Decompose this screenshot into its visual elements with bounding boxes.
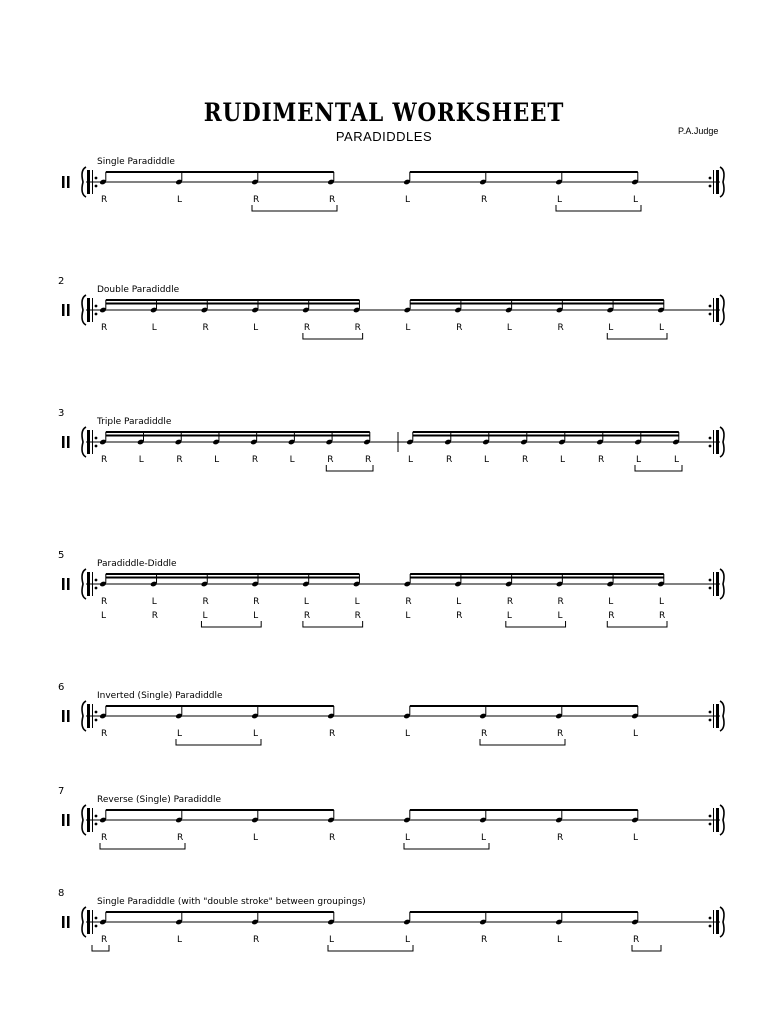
sticking-letter: R xyxy=(446,455,453,465)
sticking-letter: R xyxy=(303,611,311,621)
rudiment-name: Inverted (Single) Paradiddle xyxy=(97,691,223,701)
note xyxy=(288,432,296,445)
sticking-letter: R xyxy=(456,611,463,621)
note xyxy=(403,172,411,185)
sticking-letter: R xyxy=(659,611,666,621)
note-beam xyxy=(106,705,334,707)
note xyxy=(212,432,220,445)
note-beam xyxy=(106,911,334,913)
sticking-letter: R xyxy=(177,833,184,843)
sticking-letter: L xyxy=(405,323,411,333)
double-stroke-bracket xyxy=(632,945,661,951)
rudiment-name: Paradiddle-Diddle xyxy=(97,559,177,569)
sticking-letter: R xyxy=(303,323,311,333)
note-beam xyxy=(410,809,638,811)
sticking-letter: R xyxy=(101,323,108,333)
percussion-clef-icon xyxy=(62,710,70,722)
measure-number: 3 xyxy=(58,408,65,419)
note xyxy=(302,574,310,587)
sticking-letter: R xyxy=(506,597,514,607)
sticking-letter: L xyxy=(484,455,490,465)
system-brace-icon xyxy=(82,427,86,457)
sticking-letter: R xyxy=(481,729,488,739)
note xyxy=(251,172,259,185)
sticking-letter: R xyxy=(253,935,260,945)
note xyxy=(657,300,665,313)
measure-number: 2 xyxy=(58,276,65,287)
sticking-letter: L xyxy=(303,597,309,607)
note xyxy=(482,432,490,445)
note xyxy=(555,912,563,925)
note xyxy=(555,706,563,719)
sticking-letter: R xyxy=(327,455,334,465)
repeat-start-bar xyxy=(87,808,90,832)
repeat-end-dots xyxy=(709,711,712,714)
note xyxy=(404,574,412,587)
exercise-system-4 xyxy=(0,552,768,652)
note xyxy=(201,574,209,587)
note xyxy=(99,432,107,445)
note xyxy=(175,706,183,719)
note xyxy=(99,706,107,719)
sticking-letter: L xyxy=(506,323,512,333)
note-beam xyxy=(410,577,664,579)
sticking-letter: R xyxy=(557,323,564,333)
note xyxy=(201,300,209,313)
measure-number: 8 xyxy=(58,888,65,899)
percussion-clef-icon xyxy=(62,436,70,448)
note xyxy=(251,706,259,719)
note xyxy=(99,172,107,185)
note xyxy=(327,706,335,719)
exercise-system-5 xyxy=(0,684,768,784)
sticking-letter: L xyxy=(253,833,259,843)
sticking-letter: R xyxy=(365,455,372,465)
note xyxy=(558,432,566,445)
note xyxy=(596,432,604,445)
note xyxy=(556,300,564,313)
note xyxy=(251,810,259,823)
sticking-letter: L xyxy=(329,935,335,945)
double-stroke-bracket xyxy=(480,739,565,745)
exercise-system-7 xyxy=(0,890,768,990)
double-stroke-bracket xyxy=(635,465,682,471)
note-beam xyxy=(410,705,638,707)
sticking-letter: L xyxy=(408,455,414,465)
sticking-letter: L xyxy=(177,729,183,739)
sticking-letter: R xyxy=(101,729,108,739)
repeat-end-dots xyxy=(709,437,712,440)
repeat-start-bar xyxy=(87,704,90,728)
sticking-letter: L xyxy=(202,611,208,621)
sticking-letter: R xyxy=(456,323,463,333)
note xyxy=(99,300,107,313)
note xyxy=(327,912,335,925)
note xyxy=(404,300,412,313)
double-stroke-bracket xyxy=(92,945,109,951)
sticking-letter: L xyxy=(633,195,639,205)
note xyxy=(175,810,183,823)
double-stroke-bracket xyxy=(556,205,641,211)
note xyxy=(631,706,639,719)
sticking-letter: L xyxy=(354,597,360,607)
sticking-letter: R xyxy=(633,935,640,945)
repeat-end-dots xyxy=(709,917,712,920)
rudiment-name: Triple Paradiddle xyxy=(97,417,172,427)
repeat-end-dots xyxy=(709,305,712,308)
sticking-letter: L xyxy=(659,597,665,607)
double-stroke-bracket xyxy=(326,465,373,471)
sticking-letter: R xyxy=(101,195,108,205)
note xyxy=(150,300,158,313)
system-brace-icon xyxy=(82,295,86,325)
note xyxy=(607,300,615,313)
note xyxy=(454,300,462,313)
double-stroke-bracket xyxy=(607,621,667,627)
note xyxy=(479,172,487,185)
sticking-letter: L xyxy=(405,833,411,843)
note-beam xyxy=(106,435,370,437)
sticking-letter: R xyxy=(405,597,412,607)
exercise-system-1 xyxy=(0,150,768,250)
sticking-letter: L xyxy=(214,455,220,465)
note xyxy=(631,912,639,925)
double-stroke-bracket xyxy=(100,843,185,849)
note-beam xyxy=(106,171,334,173)
sticking-letter: L xyxy=(557,611,563,621)
measure-number: 7 xyxy=(58,786,65,797)
note xyxy=(631,810,639,823)
note-beam xyxy=(410,573,664,575)
sticking-letter: R xyxy=(481,195,488,205)
sticking-letter: L xyxy=(405,195,411,205)
double-stroke-bracket xyxy=(404,843,489,849)
sticking-letter: R xyxy=(522,455,529,465)
repeat-end-dots xyxy=(709,815,712,818)
sticking-letter: L xyxy=(608,597,614,607)
note xyxy=(505,574,513,587)
note xyxy=(251,300,259,313)
sticking-letter: L xyxy=(253,323,259,333)
sticking-letter: L xyxy=(636,455,642,465)
percussion-clef-icon xyxy=(62,814,70,826)
note xyxy=(251,574,259,587)
sticking-letter: R xyxy=(598,455,605,465)
sticking-letter: L xyxy=(557,935,563,945)
note xyxy=(520,432,528,445)
note-beam xyxy=(106,299,360,301)
rudiment-name: Double Paradiddle xyxy=(97,285,180,295)
sticking-letter: L xyxy=(633,729,639,739)
note xyxy=(251,912,259,925)
note xyxy=(99,912,107,925)
sticking-letter: L xyxy=(633,833,639,843)
note-beam xyxy=(410,299,664,301)
note-beam xyxy=(410,303,664,305)
rudiment-name: Single Paradiddle (with "double stroke" between groupings) xyxy=(97,897,366,907)
note xyxy=(403,706,411,719)
sticking-letter: L xyxy=(405,611,411,621)
system-brace-icon xyxy=(82,805,86,835)
sticking-letter: R xyxy=(481,935,488,945)
sticking-letter: L xyxy=(481,833,487,843)
sticking-letter: R xyxy=(202,323,209,333)
percussion-clef-icon xyxy=(62,578,70,590)
system-brace-icon xyxy=(82,701,86,731)
sticking-letter: R xyxy=(329,833,336,843)
note-beam xyxy=(106,577,360,579)
note-beam xyxy=(106,431,370,433)
sticking-letter: R xyxy=(251,455,259,465)
sticking-letter: R xyxy=(202,597,209,607)
sticking-letter: R xyxy=(101,935,108,945)
repeat-start-bar xyxy=(87,298,90,322)
percussion-clef-icon xyxy=(62,176,70,188)
repeat-end-dots xyxy=(709,177,712,180)
measure-number: 5 xyxy=(58,550,65,561)
sticking-letter: R xyxy=(608,611,615,621)
note-beam xyxy=(410,911,638,913)
double-stroke-bracket xyxy=(176,739,261,745)
note xyxy=(403,912,411,925)
repeat-start-bar xyxy=(87,170,90,194)
repeat-start-bar xyxy=(87,572,90,596)
note xyxy=(505,300,513,313)
note xyxy=(175,172,183,185)
note xyxy=(403,810,411,823)
note xyxy=(444,432,452,445)
sticking-letter: L xyxy=(560,455,566,465)
sticking-letter: L xyxy=(405,935,411,945)
note xyxy=(326,432,334,445)
sticking-letter: L xyxy=(674,455,680,465)
note xyxy=(631,172,639,185)
sticking-letter: L xyxy=(506,611,512,621)
note xyxy=(353,574,361,587)
note xyxy=(250,432,258,445)
sticking-letter: L xyxy=(405,729,411,739)
sticking-letter: R xyxy=(557,729,564,739)
sticking-letter: R xyxy=(151,611,158,621)
composer-credit: P.A.Judge xyxy=(678,126,719,136)
sticking-letter: L xyxy=(151,597,157,607)
sticking-letter: R xyxy=(329,729,336,739)
note xyxy=(353,300,361,313)
sticking-letter: L xyxy=(253,611,259,621)
sticking-letter: L xyxy=(101,611,107,621)
note xyxy=(175,432,183,445)
exercise-system-3 xyxy=(0,410,768,510)
double-stroke-bracket xyxy=(303,621,363,627)
note xyxy=(150,574,158,587)
exercise-system-6 xyxy=(0,788,768,888)
rudiment-name: Single Paradiddle xyxy=(97,157,175,167)
double-stroke-bracket xyxy=(252,205,337,211)
repeat-start-bar xyxy=(87,430,90,454)
note-beam xyxy=(410,171,638,173)
sticking-letter: R xyxy=(253,195,260,205)
sticking-letter: L xyxy=(177,195,183,205)
note xyxy=(363,432,371,445)
sticking-letter: L xyxy=(456,597,462,607)
note xyxy=(406,432,414,445)
note xyxy=(479,912,487,925)
page-title: RUDIMENTAL WORKSHEET xyxy=(203,98,565,127)
sticking-letter: L xyxy=(659,323,665,333)
note-beam xyxy=(106,573,360,575)
system-brace-icon xyxy=(82,167,86,197)
sticking-letter: R xyxy=(101,833,108,843)
note xyxy=(657,574,665,587)
sticking-letter: R xyxy=(329,195,336,205)
double-stroke-bracket xyxy=(303,333,363,339)
double-stroke-bracket xyxy=(328,945,413,951)
double-stroke-bracket xyxy=(506,621,566,627)
double-stroke-bracket xyxy=(607,333,667,339)
note xyxy=(555,810,563,823)
system-brace-icon xyxy=(82,907,86,937)
note xyxy=(327,810,335,823)
note-beam xyxy=(413,431,679,433)
note xyxy=(327,172,335,185)
sticking-letter: R xyxy=(101,455,108,465)
note xyxy=(479,706,487,719)
note-beam xyxy=(106,303,360,305)
exercise-system-2 xyxy=(0,278,768,378)
note-beam xyxy=(413,435,679,437)
sticking-letter: R xyxy=(101,597,108,607)
percussion-clef-icon xyxy=(62,916,70,928)
note-beam xyxy=(106,809,334,811)
repeat-end-dots xyxy=(709,579,712,582)
sticking-letter: L xyxy=(608,323,614,333)
sticking-letter: R xyxy=(176,455,183,465)
percussion-clef-icon xyxy=(62,304,70,316)
note xyxy=(175,912,183,925)
sticking-letter: L xyxy=(138,455,144,465)
page-subtitle: PARADIDDLES xyxy=(335,129,433,144)
note xyxy=(454,574,462,587)
sticking-letter: R xyxy=(557,833,564,843)
note xyxy=(607,574,615,587)
system-brace-icon xyxy=(82,569,86,599)
sticking-letter: R xyxy=(557,597,564,607)
note xyxy=(479,810,487,823)
sticking-letter: R xyxy=(253,597,260,607)
sticking-letter: L xyxy=(177,935,183,945)
measure-number: 6 xyxy=(58,682,65,693)
note xyxy=(137,432,145,445)
sticking-letter: L xyxy=(253,729,259,739)
repeat-start-bar xyxy=(87,910,90,934)
sticking-letter: R xyxy=(354,611,361,621)
note xyxy=(99,574,107,587)
sticking-letter: L xyxy=(557,195,563,205)
sticking-letter: R xyxy=(354,323,361,333)
note xyxy=(555,172,563,185)
note xyxy=(556,574,564,587)
sticking-letter: L xyxy=(289,455,295,465)
note xyxy=(99,810,107,823)
note xyxy=(634,432,642,445)
rudiment-name: Reverse (Single) Paradiddle xyxy=(97,795,222,805)
double-stroke-bracket xyxy=(201,621,261,627)
note xyxy=(672,432,680,445)
note xyxy=(302,300,310,313)
sticking-letter: L xyxy=(151,323,157,333)
